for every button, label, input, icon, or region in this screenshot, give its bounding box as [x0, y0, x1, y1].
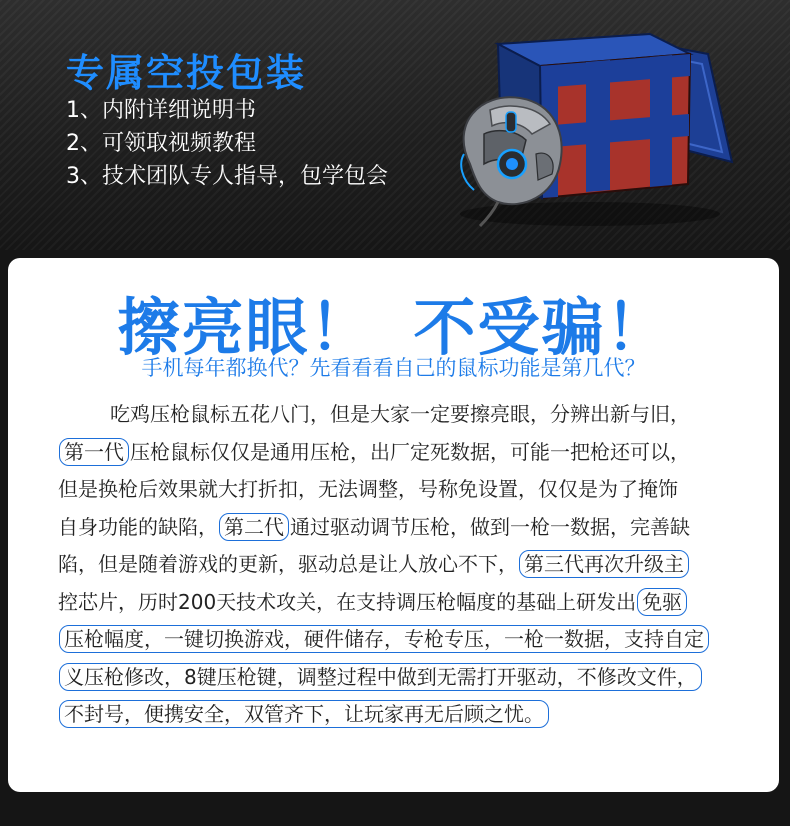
highlight-feature-line: 义压枪修改，8键压枪键，调整过程中做到无需打开驱动，不修改文件，	[59, 663, 702, 691]
highlight-feature-line: 不封号，便携安全，双管齐下，让玩家再无后顾之忧。	[59, 700, 549, 728]
highlight-third-gen: 第三代再次升级主	[519, 550, 689, 578]
paragraph-line: 陷，但是随着游戏的更新，驱动总是让人放心不下， 第三代再次升级主	[58, 546, 748, 584]
paragraph-line: 控芯片，历时200天技术攻关，在支持调压枪幅度的基础上研发出 免驱	[58, 584, 748, 622]
paragraph-line: 第一代 压枪鼠标仅仅是通用压枪，出厂定死数据，可能一把枪还可以，	[58, 434, 748, 472]
airdrop-crate-mouse-image	[440, 14, 760, 240]
paragraph-line: 自身功能的缺陷， 第二代 通过驱动调节压枪，做到一枪一数据，完善缺	[58, 514, 690, 539]
banner-feature-item: 1、内附详细说明书	[66, 98, 256, 123]
highlight-driverless: 免驱	[637, 588, 687, 616]
description-paragraph	[58, 396, 748, 734]
banner-feature-item: 3、技术团队专人指导，包学包会	[66, 164, 388, 189]
info-card	[8, 258, 779, 792]
top-banner	[0, 0, 790, 250]
banner-feature-list	[66, 94, 388, 193]
banner-title: 专属空投包装	[66, 51, 307, 95]
highlight-second-gen: 第二代	[219, 513, 289, 541]
paragraph-line	[58, 659, 748, 697]
headline-left: 擦亮眼！	[117, 291, 374, 364]
highlight-feature-line: 压枪幅度，一键切换游戏，硬件储存，专枪专压，一枪一数据，支持自定	[59, 625, 709, 653]
paragraph-line	[58, 696, 748, 734]
headline-right: 不受骗！	[413, 291, 670, 364]
paragraph-line	[58, 621, 748, 659]
subtitle: 手机每年都换代？先看看看自己的鼠标功能是第几代？	[141, 356, 646, 380]
banner-feature-item: 2、可领取视频教程	[66, 131, 256, 156]
paragraph-line: 吃鸡压枪鼠标五花八门，但是大家一定要擦亮眼，分辨出新与旧，	[110, 402, 690, 426]
highlight-first-gen: 第一代	[59, 438, 129, 466]
paragraph-line: 但是换枪后效果就大打折扣，无法调整，号称免设置，仅仅是为了掩饰	[58, 477, 678, 501]
